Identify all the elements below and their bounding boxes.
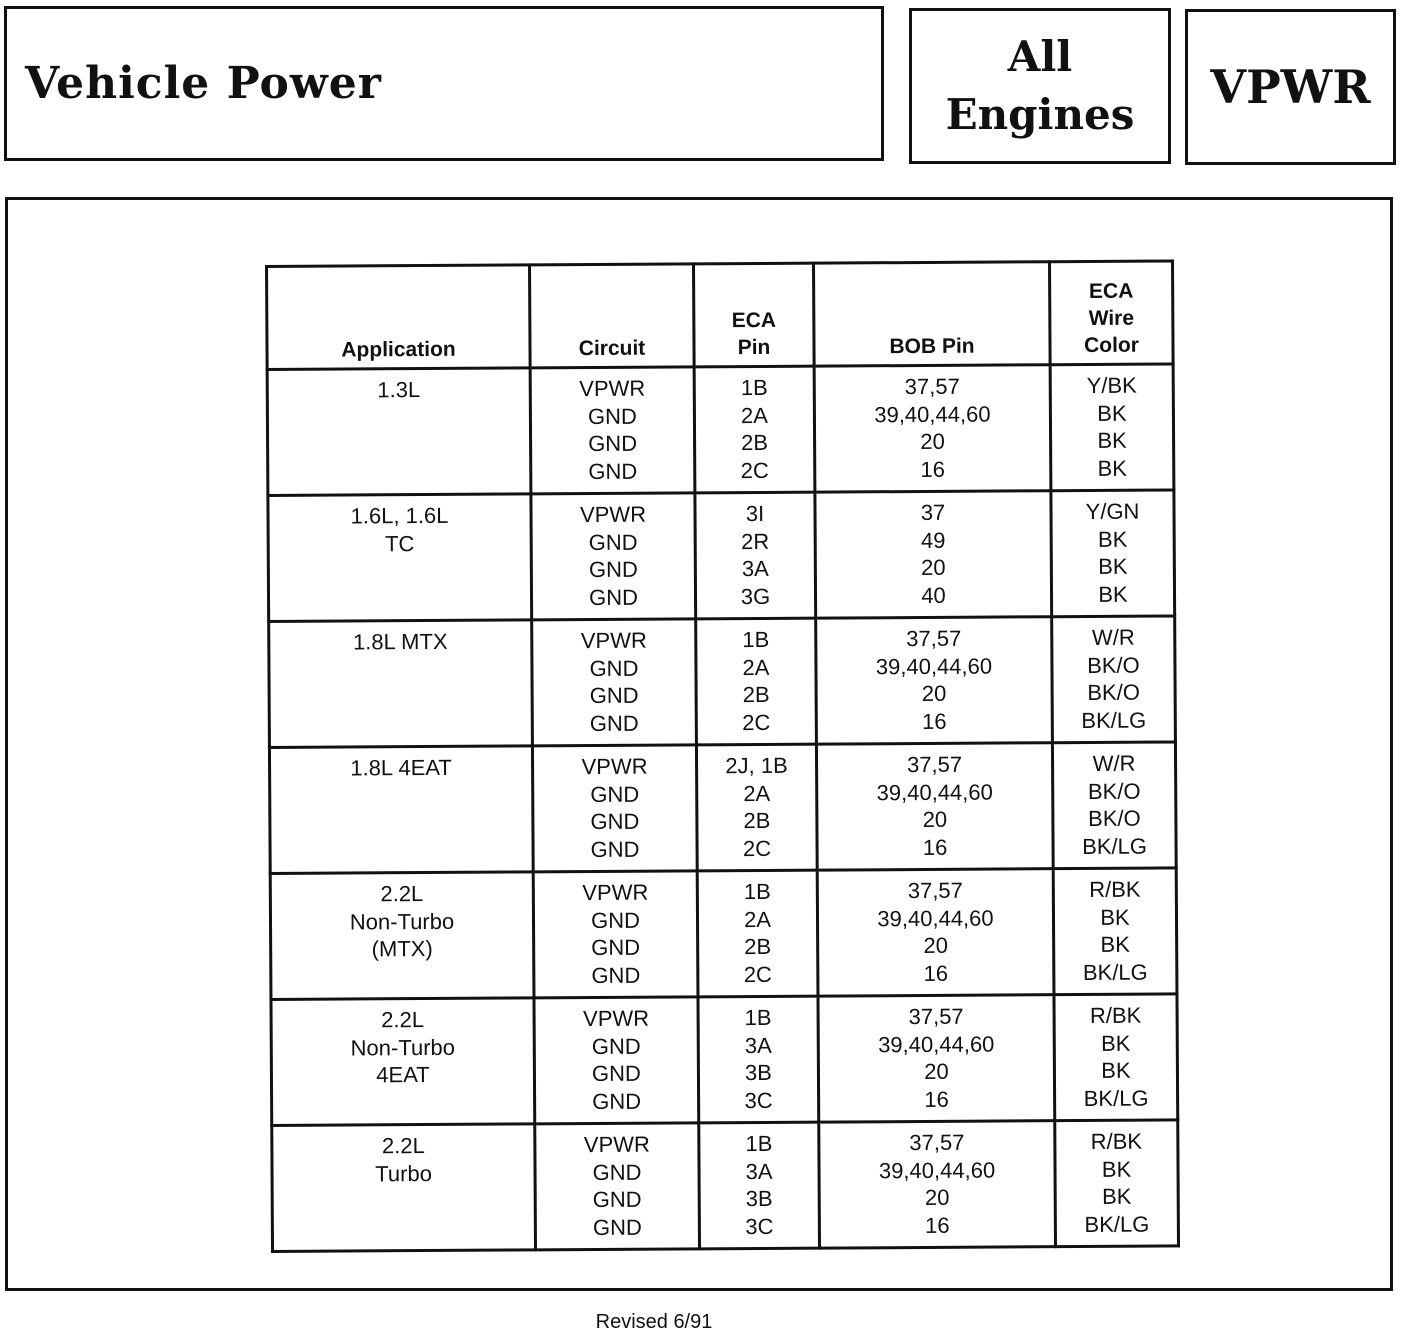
cell-bob-pin-line: 40 (921, 582, 946, 608)
cell-eca-pin-line: 3I (745, 500, 765, 527)
cell-circuit-line: GND (592, 1214, 642, 1240)
column-header-line: Application (341, 337, 456, 362)
cell-circuit-line: GND (589, 655, 639, 681)
cell-eca-pin-line: 2C (743, 961, 772, 987)
cell-application (271, 998, 535, 1126)
cell-application-line: 1.6L, 1.6L (350, 502, 449, 529)
cell-eca-wire-color-line: BK/O (1087, 652, 1140, 678)
cell-bob-pin-line: 37 (920, 499, 946, 525)
cell-bob-pin-line: 16 (921, 708, 947, 734)
cell-eca-wire-color-line: BK/O (1088, 805, 1141, 831)
cell-bob-pin (816, 743, 1053, 870)
cell-circuit-line: VPWR (579, 375, 646, 402)
table-row (267, 364, 1174, 496)
engines-box (909, 8, 1171, 164)
cell-eca-wire-color-line: Y/BK (1086, 372, 1137, 398)
column-header-line: Circuit (578, 336, 646, 361)
cell-eca-wire-color-line: BK (1101, 1183, 1132, 1209)
column-header-line: ECA (731, 308, 777, 333)
column-header-eca-pin (694, 263, 815, 367)
cell-circuit-line: GND (591, 934, 641, 961)
cell-eca-pin-line: 2A (743, 780, 771, 806)
engines-line-1: All (1007, 32, 1073, 81)
cell-bob-pin (817, 869, 1054, 996)
cell-application-line: TC (384, 530, 415, 556)
table-row (272, 1120, 1179, 1252)
cell-circuit-line: VPWR (579, 501, 647, 528)
cell-bob-pin-line: 37,57 (907, 877, 963, 904)
cell-circuit-line: GND (590, 808, 640, 835)
cell-bob-pin (815, 491, 1052, 618)
cell-eca-pin-line: 2A (743, 906, 772, 932)
cell-eca-wire-color-line: BK (1100, 931, 1130, 957)
cell-bob-pin-line: 20 (920, 428, 945, 454)
cell-circuit-line: VPWR (581, 753, 648, 780)
cell-eca-pin (697, 870, 818, 997)
cell-bob-pin-line: 39,40,44,60 (874, 401, 991, 427)
cell-bob-pin-line: 37,57 (904, 373, 960, 400)
signal-code: VPWR (1210, 60, 1371, 114)
cell-bob-pin (814, 365, 1051, 492)
column-header-eca-wire-color (1049, 261, 1173, 365)
cell-eca-pin-line: 1B (740, 374, 768, 401)
cell-eca-wire-color-line: R/BK (1089, 1002, 1142, 1028)
cell-circuit-line: GND (592, 1186, 642, 1213)
column-header-circuit (530, 264, 695, 368)
cell-circuit (532, 745, 697, 872)
cell-bob-pin-line: 37,57 (909, 1129, 965, 1156)
table-header-row (267, 261, 1174, 370)
column-header-line: ECA (1088, 279, 1134, 303)
cell-circuit-line: GND (591, 962, 641, 988)
cell-eca-pin (699, 1122, 820, 1249)
cell-circuit-line: GND (592, 1088, 642, 1114)
cell-eca-pin-line: 1B (742, 626, 770, 653)
cell-eca-wire-color (1053, 868, 1177, 995)
cell-bob-pin-line: 37,57 (908, 1003, 964, 1030)
cell-application-line: 4EAT (376, 1062, 430, 1088)
cell-circuit (530, 367, 695, 494)
cell-eca-wire-color-line: BK (1097, 400, 1127, 426)
column-header-line: Pin (737, 335, 771, 360)
cell-application-line: 2.2L (381, 1133, 425, 1159)
cell-circuit-line: VPWR (580, 627, 647, 654)
cell-circuit-line: GND (590, 781, 640, 807)
cell-bob-pin-line: 20 (924, 1058, 949, 1084)
cell-bob-pin-line: 39,40,44,60 (878, 1157, 996, 1183)
cell-application-line: (MTX) (371, 935, 433, 962)
cell-eca-wire-color (1052, 616, 1176, 743)
cell-circuit-line: VPWR (582, 879, 649, 906)
cell-eca-wire-color-line: BK/LG (1082, 959, 1148, 985)
cell-bob-pin-line: 39,40,44,60 (877, 905, 994, 931)
cell-application (272, 1124, 536, 1252)
cell-eca-wire-color-line: BK (1097, 427, 1127, 453)
engines-line-2: Engines (945, 90, 1135, 139)
cell-circuit-line: GND (591, 1060, 641, 1087)
cell-eca-pin-line: 3C (744, 1087, 773, 1113)
cell-application-line: Non-Turbo (349, 908, 455, 934)
engines-label (946, 28, 1135, 144)
cell-circuit (535, 1123, 700, 1250)
cell-bob-pin-line: 49 (920, 527, 946, 553)
cell-application (270, 872, 534, 1000)
cell-circuit-line: GND (590, 907, 641, 933)
cell-circuit-line: GND (589, 710, 639, 736)
cell-eca-wire-color-line: BK (1101, 1030, 1131, 1056)
cell-bob-pin-line: 39,40,44,60 (875, 653, 993, 679)
cell-application (268, 494, 532, 622)
column-header-line: Wire (1088, 306, 1135, 330)
cell-application-line: 1.8L MTX (352, 628, 448, 655)
cell-bob-pin-line: 16 (925, 1212, 950, 1238)
cell-eca-pin-line: 2B (744, 933, 772, 960)
cell-bob-pin-line: 20 (924, 1184, 950, 1210)
cell-eca-wire-color-line: R/BK (1090, 1128, 1143, 1154)
cell-eca-pin-line: 2R (741, 528, 770, 554)
cell-eca-pin-line: 3B (745, 1185, 773, 1212)
cell-eca-pin-line: 3A (744, 1032, 772, 1058)
cell-eca-wire-color-line: BK/LG (1084, 1211, 1150, 1237)
cell-circuit-line: GND (592, 1159, 642, 1185)
cell-eca-pin-line: 2A (740, 402, 768, 428)
cell-eca-wire-color (1050, 364, 1174, 491)
cell-circuit-line: GND (589, 584, 639, 610)
cell-eca-wire-color-line: R/BK (1089, 876, 1141, 902)
cell-eca-pin-line: 1B (743, 878, 771, 905)
cell-eca-pin-line: 2B (742, 681, 770, 708)
title-box (4, 6, 884, 161)
cell-eca-pin (698, 996, 819, 1123)
table-row (271, 994, 1178, 1126)
cell-circuit-line: GND (587, 403, 637, 429)
column-header-line: Color (1084, 333, 1139, 357)
cell-eca-pin-line: 2C (742, 835, 772, 861)
cell-eca-wire-color-line: BK/LG (1083, 1085, 1149, 1111)
cell-circuit (534, 997, 699, 1124)
cell-circuit (531, 493, 696, 620)
cell-circuit-line: GND (591, 1033, 641, 1059)
cell-eca-pin-line: 2J, 1B (725, 752, 788, 779)
cell-eca-wire-color-line: W/R (1092, 750, 1136, 776)
column-header-application (267, 265, 531, 370)
cell-bob-pin-line: 16 (924, 1086, 949, 1112)
cell-eca-pin-line: 3A (741, 555, 769, 582)
cell-eca-pin-line: 1B (745, 1130, 773, 1157)
cell-eca-pin (696, 618, 817, 745)
cell-eca-wire-color-line: BK/LG (1082, 833, 1148, 859)
cell-bob-pin-line: 20 (921, 554, 946, 580)
cell-circuit-line: GND (588, 458, 638, 484)
cell-bob-pin (818, 995, 1055, 1122)
cell-bob-pin-line: 39,40,44,60 (876, 779, 993, 805)
cell-bob-pin-line: 16 (922, 834, 948, 860)
cell-eca-wire-color-line: BK (1097, 526, 1128, 552)
cell-bob-pin-line: 20 (922, 806, 948, 832)
table-body (267, 364, 1178, 1252)
cell-eca-pin-line: 3B (744, 1059, 772, 1086)
cell-eca-pin (696, 744, 817, 871)
cell-eca-wire-color-line: BK (1100, 904, 1130, 930)
cell-eca-wire-color-line: Y/GN (1085, 498, 1140, 524)
cell-eca-pin-line: 3C (745, 1213, 774, 1239)
cell-eca-wire-color-line: BK (1097, 455, 1128, 481)
cell-eca-wire-color-line: BK (1098, 553, 1128, 579)
code-box (1185, 9, 1396, 165)
cell-application-line: 2.2L (380, 881, 424, 907)
cell-bob-pin-line: 37,57 (906, 625, 962, 652)
cell-eca-wire-color-line: BK (1101, 1057, 1131, 1083)
cell-bob-pin (819, 1121, 1056, 1248)
pin-table (265, 259, 1180, 1253)
cell-eca-wire-color (1054, 994, 1178, 1121)
column-header-bob-pin (813, 262, 1050, 366)
cell-eca-pin-line: 3A (745, 1158, 773, 1184)
cell-eca-wire-color-line: BK/O (1087, 679, 1140, 705)
cell-circuit-line: GND (590, 836, 640, 862)
cell-eca-wire-color (1051, 490, 1175, 617)
table-row (270, 868, 1177, 1000)
cell-bob-pin (816, 617, 1053, 744)
cell-application (267, 368, 531, 496)
cell-eca-pin-line: 2B (741, 429, 769, 456)
cell-application-line: Turbo (375, 1160, 432, 1186)
cell-application (269, 746, 533, 874)
table-row (269, 742, 1176, 874)
cell-eca-pin (695, 492, 816, 619)
revision-note: Revised 6/91 (595, 1311, 713, 1333)
cell-circuit-line: GND (588, 529, 638, 555)
cell-application-line: 1.3L (377, 377, 421, 403)
cell-application-line: 2.2L (381, 1007, 425, 1033)
cell-eca-pin (694, 366, 815, 493)
cell-eca-pin-line: 2C (742, 709, 771, 735)
table-row (269, 616, 1176, 748)
cell-circuit-line: GND (588, 430, 638, 457)
cell-bob-pin-line: 39,40,44,60 (878, 1031, 995, 1057)
cell-circuit (532, 619, 697, 746)
cell-bob-pin-line: 20 (923, 932, 948, 958)
cell-eca-pin-line: 3G (740, 583, 771, 609)
cell-circuit (533, 871, 698, 998)
cell-application-line: 1.8L 4EAT (350, 754, 452, 781)
cell-eca-wire-color-line: BK (1098, 581, 1128, 607)
cell-circuit-line: VPWR (583, 1005, 650, 1032)
cell-eca-wire-color (1052, 742, 1176, 869)
cell-eca-pin-line: 2A (742, 654, 770, 680)
cell-eca-wire-color-line: W/R (1091, 624, 1135, 650)
cell-eca-wire-color (1055, 1120, 1179, 1247)
cell-bob-pin-line: 20 (921, 680, 947, 706)
cell-circuit-line: GND (589, 682, 639, 709)
cell-eca-pin-line: 2B (743, 807, 771, 834)
column-header-line: BOB Pin (889, 334, 975, 359)
cell-eca-pin-line: 1B (744, 1004, 772, 1031)
cell-bob-pin-line: 16 (923, 960, 949, 986)
cell-application (269, 620, 533, 748)
cell-bob-pin-line: 16 (920, 456, 946, 482)
table-row (268, 490, 1175, 622)
cell-eca-pin-line: 2C (740, 457, 769, 483)
page-title: Vehicle Power (25, 58, 382, 109)
cell-eca-wire-color-line: BK (1101, 1156, 1132, 1182)
cell-circuit-line: GND (588, 556, 638, 583)
cell-application-line: Non-Turbo (350, 1034, 456, 1060)
cell-eca-wire-color-line: BK/O (1087, 778, 1141, 804)
cell-circuit-line: VPWR (583, 1131, 650, 1158)
cell-bob-pin-line: 37,57 (906, 751, 963, 778)
cell-eca-wire-color-line: BK/LG (1081, 707, 1147, 733)
